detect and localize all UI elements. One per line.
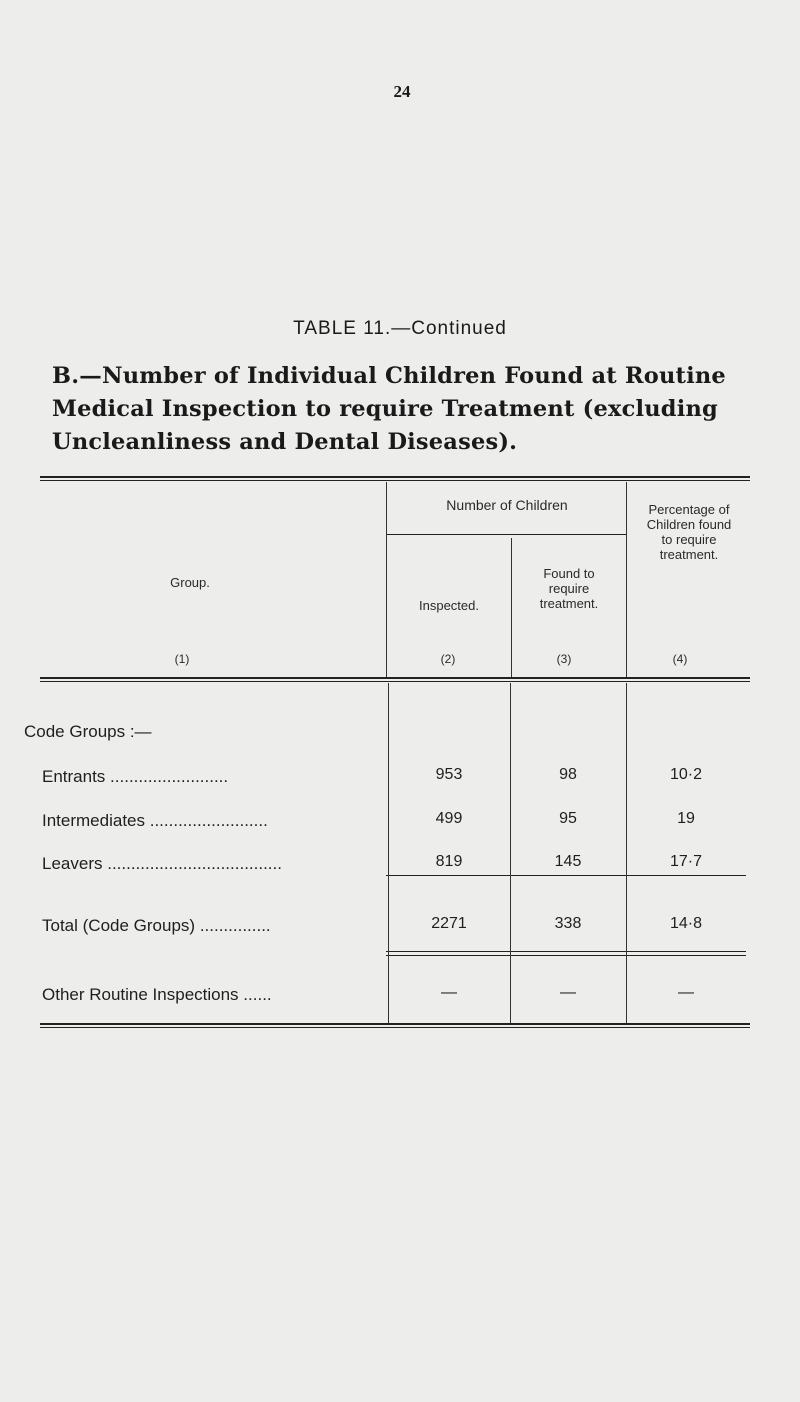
- header-bottom-rule: [40, 677, 750, 679]
- cell-inspected: —: [441, 984, 457, 1001]
- row-label: [42, 854, 386, 874]
- section-heading: B.—Number of Individual Children Found at Routine Medical Inspection to require Treatment (excluding Uncleanliness and Dental Diseases).: [52, 363, 726, 455]
- row-group-name: Other Routine Inspections: [42, 985, 239, 1004]
- cell-inspected: 2271: [431, 915, 467, 932]
- dot-leader: .........................: [110, 767, 229, 786]
- row-label: [42, 916, 386, 936]
- cell-found: —: [560, 984, 576, 1001]
- header-inspected: Inspected.: [419, 598, 479, 613]
- table-bottom-rule-thin: [40, 1027, 750, 1028]
- dot-leader: ......: [243, 985, 272, 1004]
- cell-inspected: 953: [435, 766, 463, 783]
- total-double-rule-bottom: [386, 955, 746, 956]
- header-bottom-rule-thin: [40, 681, 750, 682]
- cell-found: 145: [554, 853, 582, 870]
- header-found-to-require: Found to require treatment.: [539, 566, 599, 611]
- row-group-name: Total (Code Groups): [42, 916, 196, 935]
- section-label-code-groups: Code Groups :—: [24, 722, 152, 741]
- row-label: [42, 985, 386, 1005]
- page-number: 24: [393, 82, 411, 101]
- row-label: [42, 811, 386, 831]
- header-col4: (4): [672, 652, 688, 666]
- column-divider-3: [626, 482, 627, 677]
- table-top-rule-thin: [40, 480, 750, 481]
- row-group-name: Leavers: [42, 854, 103, 873]
- total-double-rule-top: [386, 951, 746, 952]
- row-label: [42, 767, 386, 787]
- cell-found: 338: [554, 915, 582, 932]
- cell-found: 95: [559, 810, 577, 827]
- dot-leader: ...............: [199, 916, 271, 935]
- cell-percentage: —: [678, 984, 694, 1001]
- row-group-name: Entrants: [42, 767, 106, 786]
- cell-percentage: 17·7: [669, 853, 703, 870]
- row-group-name: Intermediates: [42, 811, 145, 830]
- table-title: TABLE 11.—Continued: [293, 318, 507, 339]
- header-col3: (3): [556, 652, 572, 666]
- table-bottom-rule: [40, 1023, 750, 1025]
- column-divider-2: [511, 538, 512, 677]
- cell-percentage: 14·8: [669, 915, 703, 932]
- number-of-children-underline: [386, 534, 626, 535]
- dot-leader: .........................: [149, 811, 268, 830]
- header-col1: (1): [174, 652, 190, 666]
- header-percentage: Percentage of Children found to require treatment.: [646, 502, 732, 562]
- header-number-of-children: Number of Children: [446, 497, 568, 513]
- column-divider-1: [386, 482, 387, 677]
- cell-inspected: 819: [435, 853, 463, 870]
- cell-percentage: 10·2: [669, 766, 703, 783]
- header-group: Group.: [170, 575, 210, 590]
- cell-inspected: 499: [435, 810, 463, 827]
- cell-found: 98: [559, 766, 577, 783]
- dot-leader: .....................................: [107, 854, 282, 873]
- subtotal-rule: [386, 875, 746, 876]
- table-top-rule: [40, 476, 750, 478]
- header-col2: (2): [440, 652, 456, 666]
- cell-percentage: 19: [677, 810, 695, 827]
